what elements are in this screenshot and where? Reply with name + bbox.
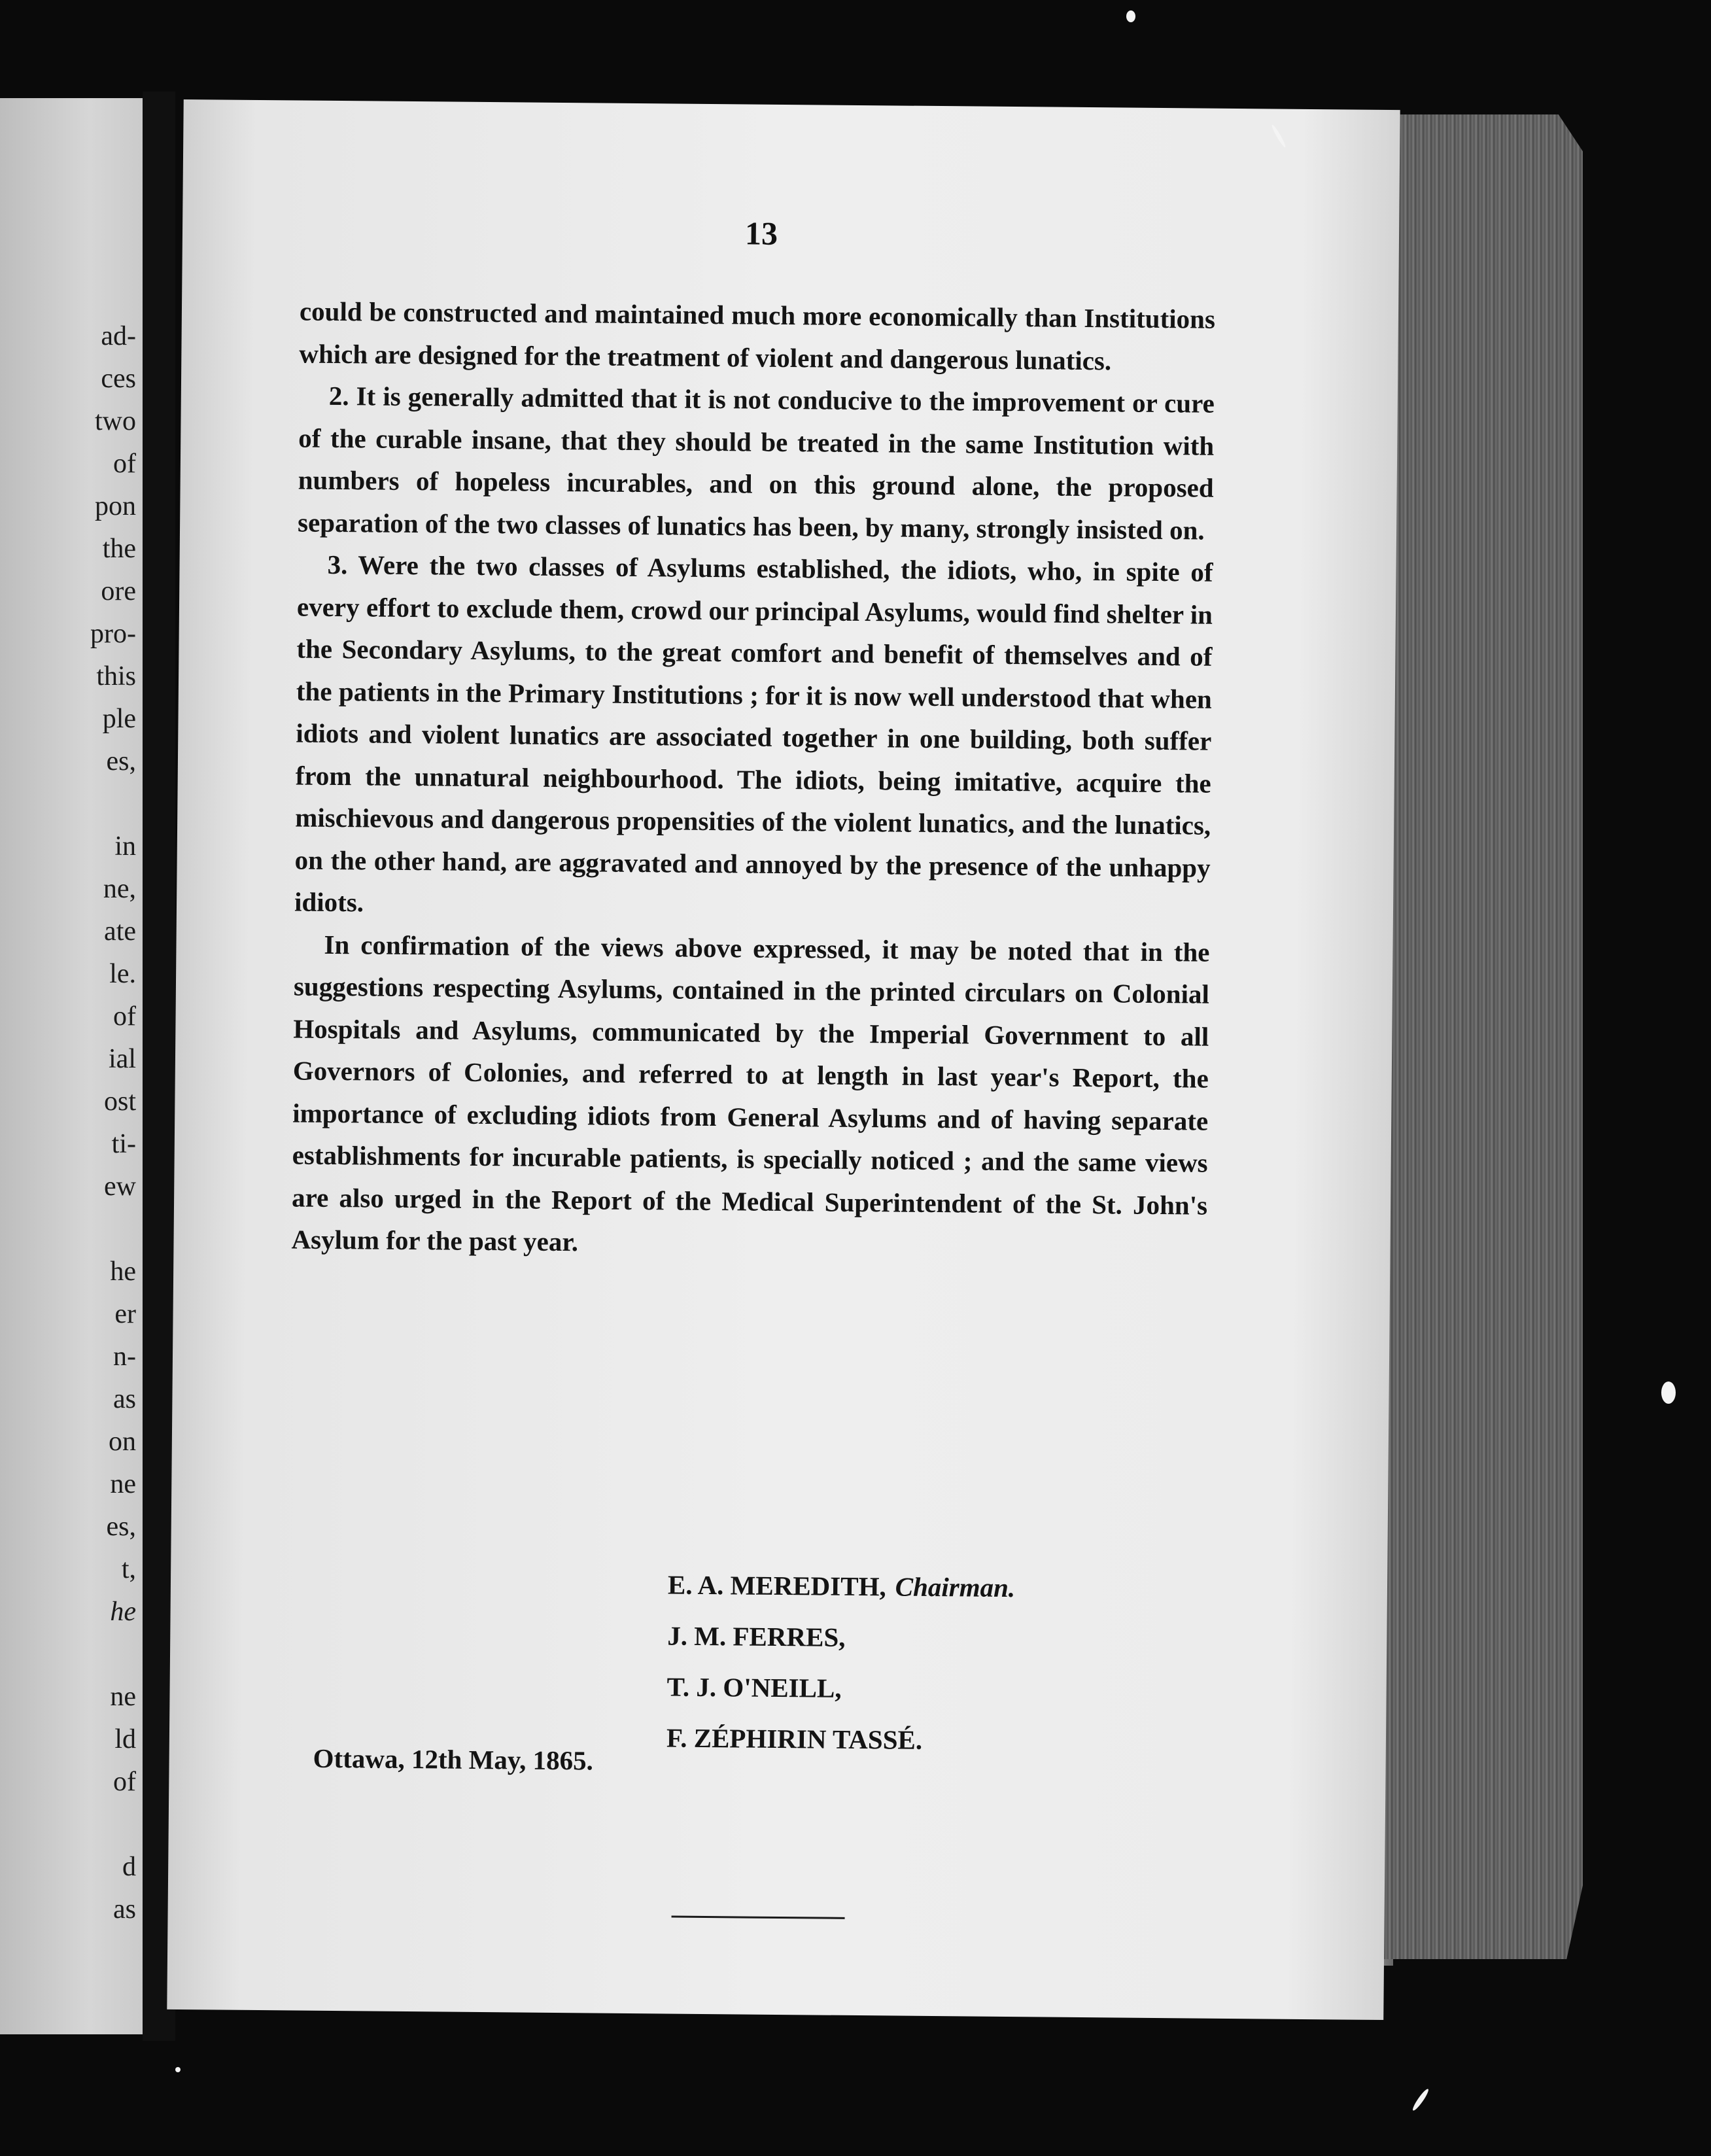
signatory [666,1661,1014,1715]
left-page-word: ost [103,1087,136,1117]
left-page-word: he [110,1257,136,1287]
book-page [167,99,1400,2020]
left-page-word: t, [121,1554,136,1584]
paragraph: In confirmation of the views above expressed, it may be noted that in the suggestions respecting Asylums, contained in the printed circulars on Colonial Hospitals and Asylums, communicated by the Imperial Government to all Governors of Colonies, and referred to at length in last year's Report, the importance of excluding idiots from General Asylums and of having separate establishments for incurable patients, is specially noticed ; and the same views are also urged in the Report of the Medical Superintendent of the St. John's Asylum for the past year. [291,929,1210,1257]
signatory [668,1559,1016,1613]
left-page-word: he [110,1597,136,1627]
paragraph: could be constructed and maintained much more economically than Institutions which are designed for the treatment of violent and dangerous lunatics. [299,296,1216,375]
paragraph: 3. Were the two classes of Asylums established, the idiots, who, in spite of every effort to exclude them, crowd our principal Asylums, would find shelter in the Secondary Asylums, to the great comfort and benefit of themselves and of the patients in the Primary Institutions ; for it is now well understood that when idiots and violent lunatics are associated together in one building, both suffer from the unnatural neighbourhood. The idiots, being imitative, acquire the mischievous and dangerous propensities of the violent lunatics, and the lunatics, on the other hand, are aggravated and annoyed by the presence of the unhappy idiots. [294,549,1213,918]
signatory [666,1712,1014,1766]
left-page-word: d [122,1852,136,1882]
left-page-word: of [113,449,136,479]
left-page-word: er [114,1299,136,1329]
left-page-word: ces [101,364,136,394]
left-page-word: in [114,831,136,861]
left-page-word: ne [110,1469,136,1499]
left-page-word: of [113,1767,136,1797]
dust-speck [175,2067,181,2072]
left-page-word: le. [109,959,136,989]
signatory-name: E. A. MEREDITH, [667,1569,886,1602]
left-page-word: ew [104,1172,136,1202]
left-page-word: ne [110,1682,136,1712]
left-page-word: pon [95,491,136,521]
left-page-word: ial [109,1044,136,1074]
left-page-word: es, [106,1512,136,1542]
signatory [667,1610,1015,1664]
signatory-role: Chairman. [895,1571,1016,1603]
signatory-name: F. ZÉPHIRIN TASSÉ. [666,1722,923,1755]
dust-speck [1661,1382,1676,1404]
dust-speck [1411,2087,1430,2112]
left-page-word: of [113,1001,136,1032]
left-page-word: ld [114,1724,136,1754]
left-page-word: as [113,1894,136,1924]
left-page-word: es, [106,746,136,776]
left-page-word: as [113,1384,136,1414]
left-page-word: ore [101,576,136,606]
left-page-word: this [96,661,136,691]
book-page-edges [1380,114,1583,1959]
left-page-word: pro- [90,619,136,649]
dateline: Ottawa, 12th May, 1865. [313,1743,594,1776]
left-page-word: two [95,406,136,436]
left-page-word: on [109,1427,136,1457]
left-page-word: ate [104,916,136,947]
left-page-word: ple [102,704,136,734]
left-page-word: the [102,534,136,564]
left-page-word: n- [113,1342,136,1372]
paragraph: 2. It is generally admitted that it is not conducive to the improvement or cure of the curable insane, that they should be treated in the same Institution with numbers of hopeless incurables, and on this ground alone, the proposed separation of the two classes of lunatics has been, by many, strongly insisted on. [297,380,1215,546]
signatory-name: J. M. FERRES, [667,1620,846,1652]
signatory-name: T. J. O'NEILL, [666,1671,842,1703]
closing-rule [672,1916,845,1919]
page-body [291,290,1215,1268]
signature-block [666,1559,1016,1766]
left-page-word: ne, [103,874,136,904]
dust-speck [1126,10,1135,22]
left-page-word: ad- [101,321,136,351]
left-page-word: ti- [111,1129,136,1159]
page-number: 13 [744,215,778,252]
left-page-fragment [0,98,149,2034]
